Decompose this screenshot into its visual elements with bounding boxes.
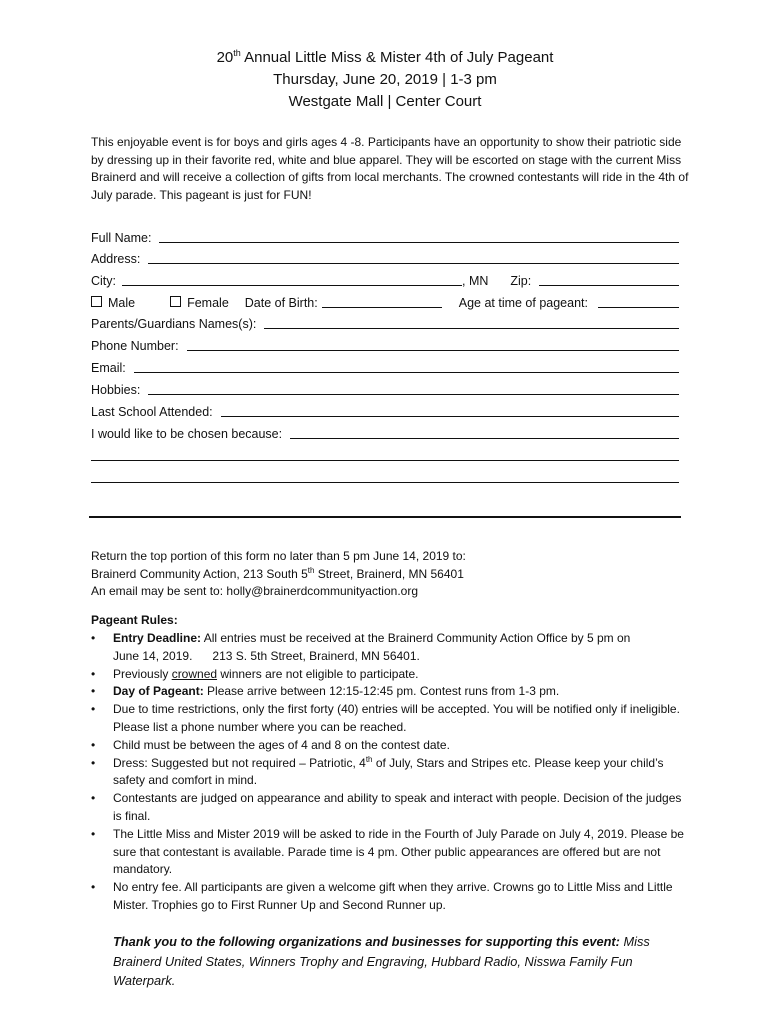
full-name-label: Full Name: (91, 231, 152, 245)
because-field-line-2[interactable] (91, 460, 679, 461)
state-label: , MN (462, 274, 489, 288)
rules-list (91, 630, 691, 915)
rule-item (91, 879, 691, 915)
because-field[interactable] (290, 437, 679, 439)
rule-text: No entry fee. All participants are given a welcome gift when they arrive. Crowns go to Little Miss and Little Mister. Trophies go to First Runner Up and Second Runner up. (113, 880, 673, 912)
school-row (91, 402, 679, 420)
page-header (0, 47, 770, 113)
school-field[interactable] (221, 415, 679, 417)
return-address-b: Street, Brainerd, MN 56401 (314, 566, 464, 581)
email-field[interactable] (134, 371, 679, 373)
email-row (91, 358, 679, 376)
parents-row (91, 314, 679, 332)
address-field[interactable] (148, 262, 679, 264)
rule-text: of July, Stars and Stripes etc. Please keep your child’s safety and comfort in mind. (113, 755, 664, 788)
male-label: Male (108, 296, 136, 310)
rule-item (91, 790, 691, 826)
rule-text: Child must be between the ages of 4 and 8 on the contest date. (113, 737, 450, 752)
title-rest: Annual Little Miss & Mister 4th of July Pageant (240, 49, 554, 66)
title-number: 20 (216, 49, 234, 66)
rule-item (91, 701, 691, 737)
rule-text: Previously (113, 666, 172, 681)
age-label: Age at time of pageant: (458, 296, 588, 310)
phone-row (91, 336, 679, 354)
return-address-a: Brainerd Community Action, 213 South 5 (91, 566, 308, 581)
city-field[interactable] (122, 284, 462, 286)
dob-label: Date of Birth: (244, 296, 318, 310)
bullet: • (91, 666, 96, 681)
rule-text: The Little Miss and Mister 2019 will be asked to ride in the Fourth of July Parade on July 4, 2019. Please be sure that contestant is available. Parade time is 4 pm. Other public appearances are offered but are not mandatory. (113, 826, 684, 877)
event-date: Thursday, June 20, 2019 | 1-3 pm (273, 71, 497, 88)
city-row (91, 271, 679, 289)
because-field-line-3[interactable] (91, 482, 679, 483)
rule-text: All entries must be received at the Brainerd Community Action Office by 5 pm on (201, 631, 631, 645)
rule-item (91, 755, 691, 791)
event-location: Westgate Mall | Center Court (288, 93, 482, 110)
school-label: Last School Attended: (91, 405, 213, 419)
rule-sup: th (365, 754, 373, 764)
hobbies-label: Hobbies: (91, 383, 141, 397)
rule-text: Dress: Suggested but not required – Patriotic, 4 (113, 755, 366, 770)
title-sup: th (233, 48, 241, 58)
thanks-bold: Thank you to the following organizations and businesses for supporting this event: (113, 934, 620, 949)
return-address-sup: th (307, 565, 315, 575)
full-name-field[interactable] (159, 241, 679, 243)
female-checkbox[interactable] (170, 296, 181, 307)
zip-field[interactable] (539, 284, 679, 286)
male-checkbox[interactable] (91, 296, 102, 307)
rule-text: winners are not eligible to participate. (217, 666, 419, 681)
rule-text: June 14, 2019. 213 S. 5th Street, Brainerd, MN 56401. (113, 648, 420, 663)
age-field[interactable] (598, 306, 679, 308)
hobbies-field[interactable] (148, 393, 679, 395)
section-divider (89, 516, 681, 518)
dob-field[interactable] (322, 306, 442, 308)
phone-field[interactable] (187, 349, 679, 351)
gender-dob-row (91, 293, 679, 311)
rule-item (91, 666, 691, 684)
return-line: Return the top portion of this form no later than 5 pm June 14, 2019 to: (91, 549, 466, 563)
rule-item (91, 630, 691, 666)
hobbies-row (91, 380, 679, 398)
rule-text: Please arrive between 12:15-12:45 pm. Contest runs from 1-3 pm. (203, 684, 560, 699)
bullet: • (91, 755, 96, 770)
address-row (91, 249, 679, 267)
rules-title: Pageant Rules: (91, 613, 178, 627)
return-email: An email may be sent to: holly@brainerdcommunityaction.org (91, 584, 418, 598)
return-instructions (91, 548, 691, 601)
female-label: Female (187, 296, 229, 310)
thanks-paragraph (113, 932, 683, 991)
bullet: • (91, 684, 96, 699)
bullet: • (91, 826, 96, 841)
rule-item (91, 737, 691, 755)
return-address (91, 566, 691, 584)
bullet: • (91, 737, 96, 752)
thanks-text: Miss Brainerd United States, Winners Trophy and Engraving, Hubbard Radio, Nisswa Family Fun Waterpark. (113, 934, 650, 988)
rule-bold: Entry Deadline: (113, 631, 202, 645)
zip-label: Zip: (510, 274, 532, 288)
parents-field[interactable] (264, 327, 679, 329)
because-label: I would like to be chosen because: (91, 427, 283, 441)
rule-item (91, 683, 691, 701)
event-title (0, 47, 770, 69)
rule-text: Contestants are judged on appearance and ability to speak and interact with people. Decision of the judges is final. (113, 791, 682, 823)
full-name-row (91, 228, 679, 246)
bullet: • (91, 791, 96, 806)
intro-paragraph: This enjoyable event is for boys and girls ages 4 -8. Participants have an opportunity to show their patriotic side by dressing up in their favorite red, white and blue apparel. They will be escorted on stage with the current Miss Brainerd and will receive a collection of gifts from local merchants. The crowned contestants will ride in the 4th of July parade. This pageant is just for FUN! (91, 135, 689, 202)
bullet: • (91, 702, 96, 717)
rule-text: Due to time restrictions, only the first forty (40) entries will be accepted. You will be notified only if ineligible. Please list a phone number where you can be reached. (113, 702, 680, 734)
bullet: • (91, 631, 96, 645)
address-label: Address: (91, 252, 141, 266)
phone-label: Phone Number: (91, 339, 179, 353)
email-label: Email: (91, 361, 126, 375)
rule-bold: Day of Pageant: (113, 684, 204, 699)
bullet: • (91, 880, 96, 895)
city-label: City: (91, 274, 116, 288)
because-row (91, 424, 679, 442)
rule-underline: crowned (171, 666, 218, 681)
rule-item (91, 826, 691, 879)
parents-label: Parents/Guardians Names(s): (91, 317, 257, 331)
